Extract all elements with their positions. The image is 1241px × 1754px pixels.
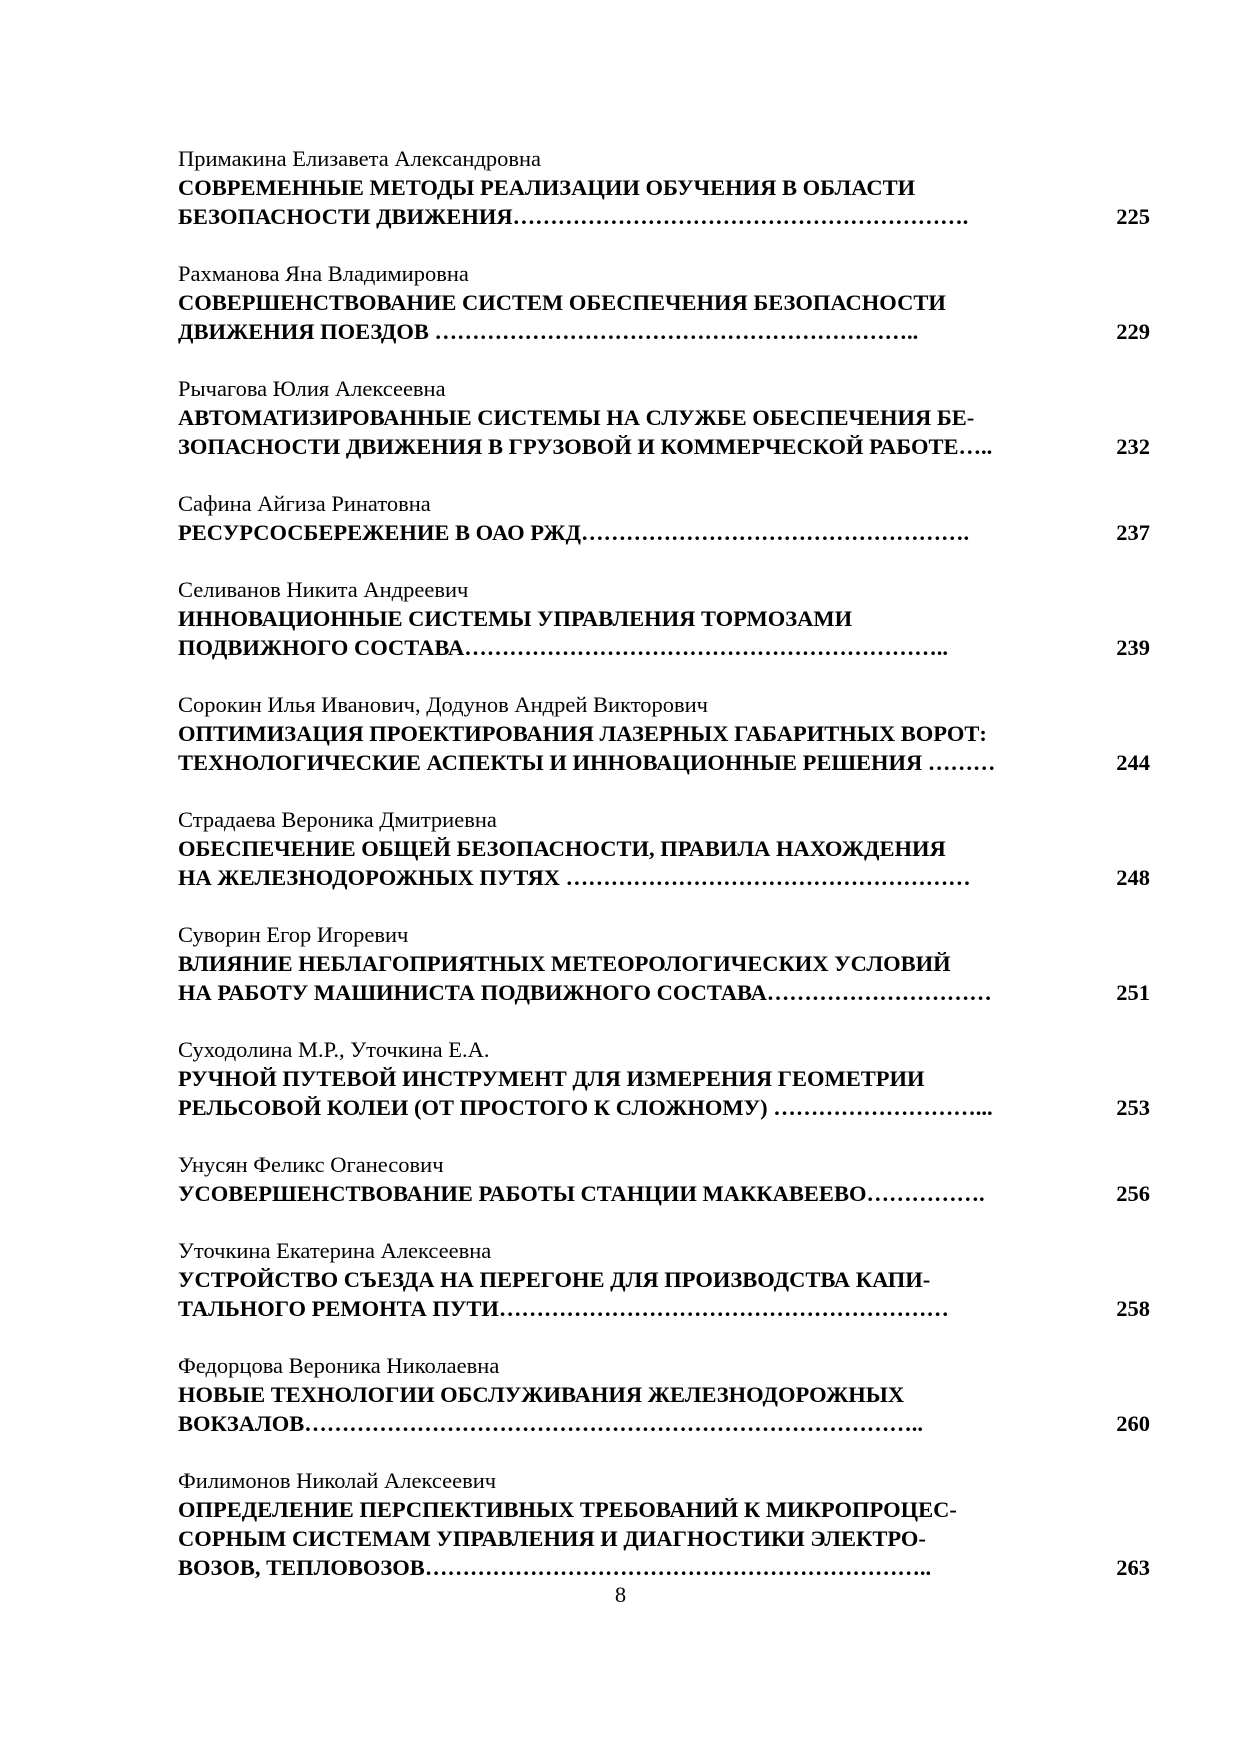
entry-author: Сорокин Илья Иванович, Додунов Андрей Викторович [178, 692, 708, 717]
toc-entry[interactable] [178, 921, 1150, 1007]
entry-author: Федорцова Вероника Николаевна [178, 1353, 500, 1378]
entry-title-line: ДВИЖЕНИЯ ПОЕЗДОВ ……………………………………………………….. [178, 319, 919, 344]
entry-title-line: РЕЛЬСОВОЙ КОЛЕИ (ОТ ПРОСТОГО К СЛОЖНОМУ) ………………………... [178, 1095, 993, 1120]
entry-author: Страдаева Вероника Дмитриевна [178, 807, 497, 832]
entry-page-number: 225 [1116, 204, 1150, 229]
entry-title-line: ТЕХНОЛОГИЧЕСКИЕ АСПЕКТЫ И ИННОВАЦИОННЫЕ РЕШЕНИЯ ……… [178, 750, 996, 775]
toc-entry[interactable] [178, 1151, 1150, 1208]
entry-title-line: ВОКЗАЛОВ……………………………………………………………………….. [178, 1411, 923, 1436]
entry-page-number: 229 [1116, 319, 1150, 344]
entry-title-line: ТАЛЬНОГО РЕМОНТА ПУТИ…………………………………………………… [178, 1296, 949, 1321]
entry-page-number: 237 [1116, 520, 1150, 545]
entry-page-number: 263 [1116, 1555, 1150, 1580]
entry-title-line: УСТРОЙСТВО СЪЕЗДА НА ПЕРЕГОНЕ ДЛЯ ПРОИЗВОДСТВА КАПИ- [178, 1267, 931, 1292]
entry-author: Примакина Елизавета Александровна [178, 146, 542, 171]
entry-title-line: АВТОМАТИЗИРОВАННЫЕ СИСТЕМЫ НА СЛУЖБЕ ОБЕСПЕЧЕНИЯ БЕ- [178, 405, 975, 430]
entry-title-line: СОРНЫМ СИСТЕМАМ УПРАВЛЕНИЯ И ДИАГНОСТИКИ ЭЛЕКТРО- [178, 1526, 926, 1551]
toc-entry[interactable] [178, 145, 1150, 231]
toc-entry[interactable] [178, 691, 1150, 777]
entry-author: Рахманова Яна Владимировна [178, 261, 469, 286]
entry-title-line: ОПТИМИЗАЦИЯ ПРОЕКТИРОВАНИЯ ЛАЗЕРНЫХ ГАБАРИТНЫХ ВОРОТ: [178, 721, 987, 746]
entry-author: Суворин Егор Игоревич [178, 922, 409, 947]
entry-title-line: ИННОВАЦИОННЫЕ СИСТЕМЫ УПРАВЛЕНИЯ ТОРМОЗАМИ [178, 606, 853, 631]
entry-page-number: 258 [1116, 1296, 1150, 1321]
entry-page-number: 244 [1116, 750, 1150, 775]
toc-entry[interactable] [178, 1467, 1150, 1582]
table-of-contents [178, 145, 1150, 1611]
toc-entry[interactable] [178, 806, 1150, 892]
entry-title-line: БЕЗОПАСНОСТИ ДВИЖЕНИЯ……………………………………………………. [178, 204, 969, 229]
entry-title-line: УСОВЕРШЕНСТВОВАНИЕ РАБОТЫ СТАНЦИИ МАККАВЕЕВО……………. [178, 1181, 985, 1206]
entry-title-line: ЗОПАСНОСТИ ДВИЖЕНИЯ В ГРУЗОВОЙ И КОММЕРЧЕСКОЙ РАБОТЕ….. [178, 434, 993, 459]
entry-author: Филимонов Николай Алексеевич [178, 1468, 497, 1493]
entry-page-number: 232 [1116, 434, 1150, 459]
entry-page-number: 253 [1116, 1095, 1150, 1120]
entry-page-number: 239 [1116, 635, 1150, 660]
entry-page-number: 256 [1116, 1181, 1150, 1206]
entry-author: Селиванов Никита Андреевич [178, 577, 469, 602]
entry-page-number: 248 [1116, 865, 1150, 890]
toc-entry[interactable] [178, 260, 1150, 346]
entry-title-line: НА РАБОТУ МАШИНИСТА ПОДВИЖНОГО СОСТАВА………………………… [178, 980, 992, 1005]
entry-title-line: СОВРЕМЕННЫЕ МЕТОДЫ РЕАЛИЗАЦИИ ОБУЧЕНИЯ В ОБЛАСТИ [178, 175, 916, 200]
entry-author: Рычагова Юлия Алексеевна [178, 376, 446, 401]
page-number-footer: 8 [614, 1582, 627, 1607]
entry-title-line: НА ЖЕЛЕЗНОДОРОЖНЫХ ПУТЯХ ……………………………………………… [178, 865, 971, 890]
entry-title-line: ВЛИЯНИЕ НЕБЛАГОПРИЯТНЫХ МЕТЕОРОЛОГИЧЕСКИХ УСЛОВИЙ [178, 951, 951, 976]
entry-author: Унусян Феликс Оганесович [178, 1152, 444, 1177]
entry-title-line: РЕСУРСОСБЕРЕЖЕНИЕ В ОАО РЖД……………………………………………. [178, 520, 970, 545]
entry-author: Суходолина М.Р., Уточкина Е.А. [178, 1037, 490, 1062]
toc-entry[interactable] [178, 1036, 1150, 1122]
entry-author: Сафина Айгиза Ринатовна [178, 491, 431, 516]
toc-entry[interactable] [178, 1352, 1150, 1438]
toc-entry[interactable] [178, 375, 1150, 461]
toc-entry[interactable] [178, 1237, 1150, 1323]
entry-title-line: РУЧНОЙ ПУТЕВОЙ ИНСТРУМЕНТ ДЛЯ ИЗМЕРЕНИЯ ГЕОМЕТРИИ [178, 1066, 925, 1091]
entry-title-line: ПОДВИЖНОГО СОСТАВА……………………………………………………….. [178, 635, 948, 660]
entry-page-number: 260 [1116, 1411, 1150, 1436]
entry-page-number: 251 [1116, 980, 1150, 1005]
toc-entry[interactable] [178, 576, 1150, 662]
entry-title-line: ОБЕСПЕЧЕНИЕ ОБЩЕЙ БЕЗОПАСНОСТИ, ПРАВИЛА НАХОЖДЕНИЯ [178, 836, 946, 861]
toc-entry[interactable] [178, 490, 1150, 547]
entry-title-line: СОВЕРШЕНСТВОВАНИЕ СИСТЕМ ОБЕСПЕЧЕНИЯ БЕЗОПАСНОСТИ [178, 290, 946, 315]
entry-title-line: ВОЗОВ, ТЕПЛОВОЗОВ………………………………………………………….. [178, 1555, 932, 1580]
entry-title-line: НОВЫЕ ТЕХНОЛОГИИ ОБСЛУЖИВАНИЯ ЖЕЛЕЗНОДОРОЖНЫХ [178, 1382, 905, 1407]
entry-author: Уточкина Екатерина Алексеевна [178, 1238, 492, 1263]
entry-title-line: ОПРЕДЕЛЕНИЕ ПЕРСПЕКТИВНЫХ ТРЕБОВАНИЙ К МИКРОПРОЦЕС- [178, 1497, 957, 1522]
